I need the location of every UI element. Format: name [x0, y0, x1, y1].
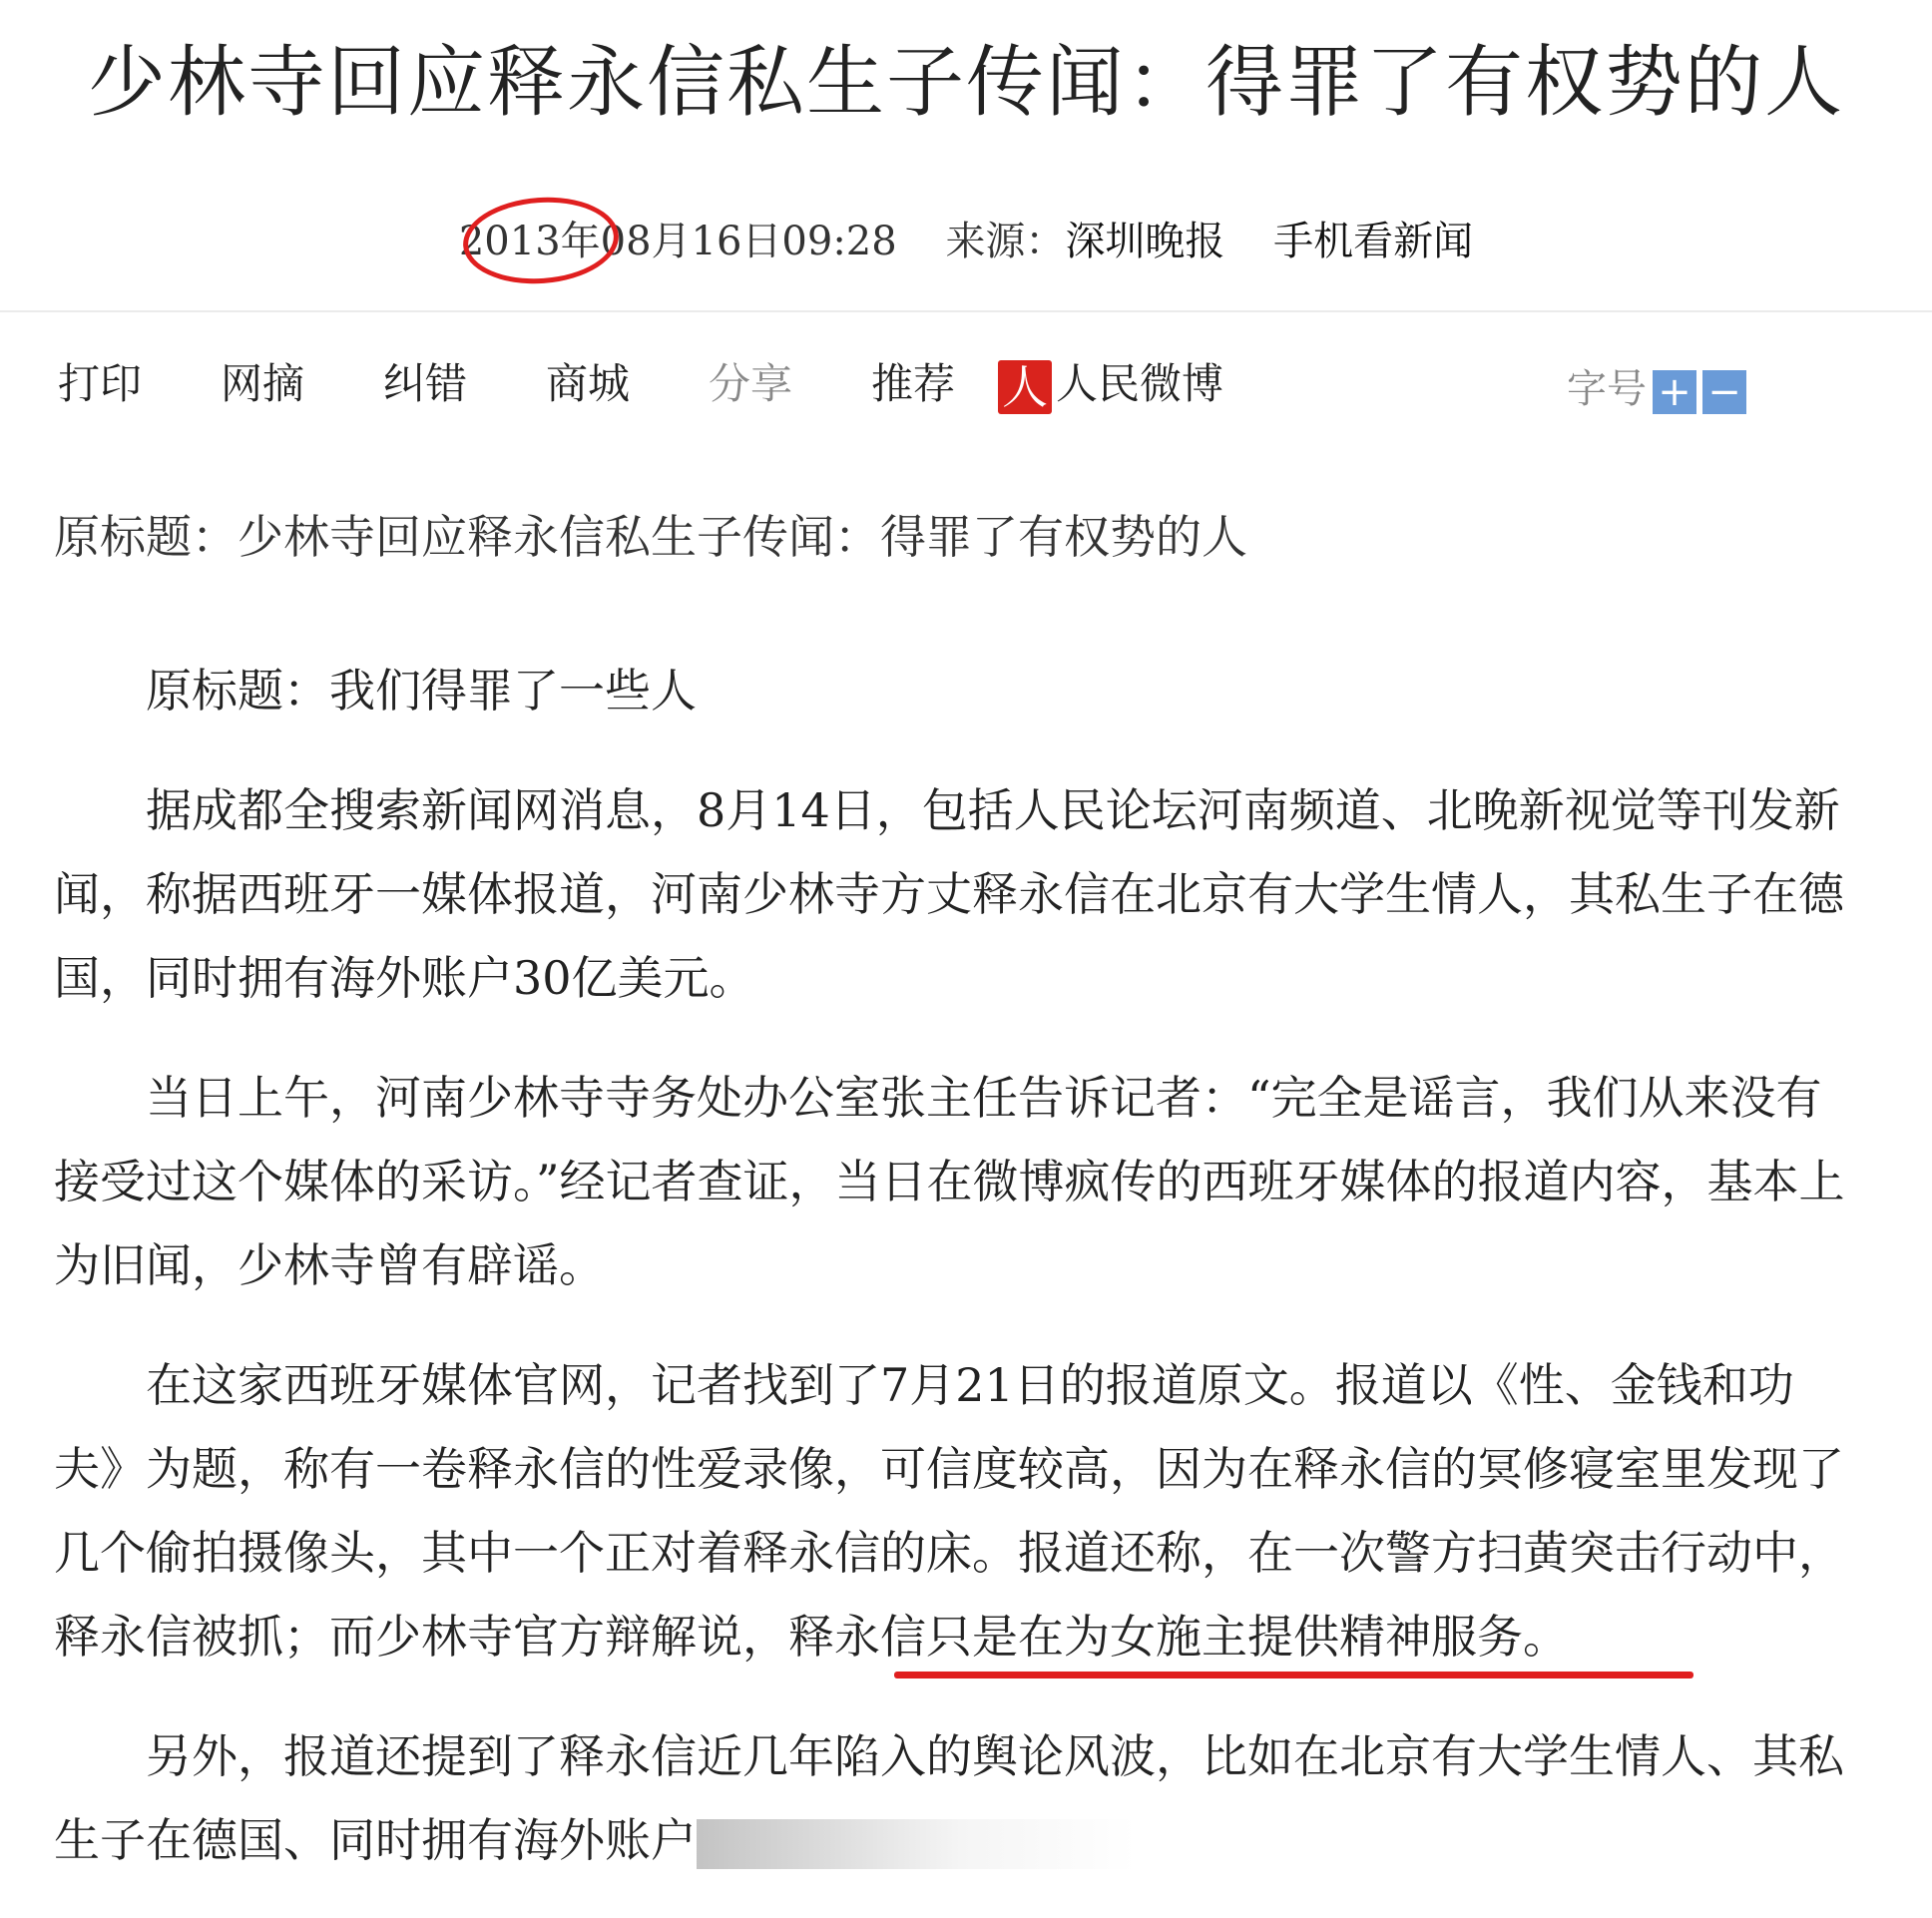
- font-size-control: [1567, 359, 1746, 419]
- source-label: 来源：: [945, 219, 1066, 264]
- print-button[interactable]: 打印: [58, 359, 143, 408]
- date-highlight-circle: [460, 193, 622, 289]
- publish-date: 2013年08月16日09:28: [458, 219, 897, 264]
- article-paragraph: 当日上午，河南少林寺寺务处办公室张主任告诉记者：“完全是谣言，我们从来没有接受过这个媒体的采访。”经记者查证，当日在微博疯传的西班牙媒体的报道内容，基本上为旧闻，少林寺曾有辟谣。: [54, 1071, 1845, 1292]
- blurred-text-overlay: [697, 1819, 1136, 1869]
- article-title: 少林寺回应释永信私生子传闻：得罪了有权势的人: [87, 38, 1844, 128]
- article-paragraph: 据成都全搜索新闻网消息，8月14日，包括人民论坛河南频道、北晚新视觉等刊发新闻，称据西班牙一媒体报道，河南少林寺方丈释永信在北京有大学生情人，其私生子在德国，同时拥有海外账户30亿美元。: [54, 783, 1844, 1005]
- article-body: [54, 649, 1860, 1918]
- mall-button[interactable]: 商城: [546, 359, 631, 408]
- header-divider: [0, 310, 1932, 312]
- original-title-line: 原标题：少林寺回应释永信私生子传闻：得罪了有权势的人: [54, 510, 1247, 564]
- font-increase-button[interactable]: +: [1653, 370, 1696, 414]
- mobile-news-link[interactable]: 手机看新闻: [1273, 219, 1474, 264]
- article-paragraph: 在这家西班牙媒体官网，记者找到了7月21日的报道原文。报道以《性、金钱和功夫》为题，称有一卷释永信的性爱录像，可信度较高，因为在释永信的冥修寝室里发现了几个偷拍摄像头，其中一个正对着释永信的床。报道还称，在一次警方扫黄突击行动中，释永信被抓；而少林寺官方辩解说，释永信只是在为女施主提供精神服务。: [54, 1358, 1844, 1664]
- source-link[interactable]: 深圳晚报: [1065, 219, 1225, 264]
- weibo-logo-icon: 人: [998, 360, 1052, 414]
- recommend-button[interactable]: 推荐: [871, 359, 956, 408]
- article-paragraph-last: [54, 1714, 1860, 1882]
- article-meta: [0, 212, 1932, 271]
- article-paragraph-text: 另外，报道还提到了释永信近几年陷入的舆论风波，比如在北京有大学生情人、其私生子在德国、同时拥有海外账户: [54, 1729, 1844, 1867]
- article-paragraph: 原标题：我们得罪了一些人: [146, 664, 697, 718]
- weibo-share-button[interactable]: [998, 354, 1223, 414]
- font-decrease-button[interactable]: −: [1702, 370, 1746, 414]
- weibo-label: 人民微博: [1056, 359, 1224, 408]
- share-button[interactable]: 分享: [709, 359, 793, 408]
- font-size-label: 字号: [1567, 366, 1647, 412]
- quote-underline-highlight: [894, 1672, 1693, 1678]
- correction-button[interactable]: 纠错: [383, 359, 468, 408]
- digest-button[interactable]: 网摘: [221, 359, 305, 408]
